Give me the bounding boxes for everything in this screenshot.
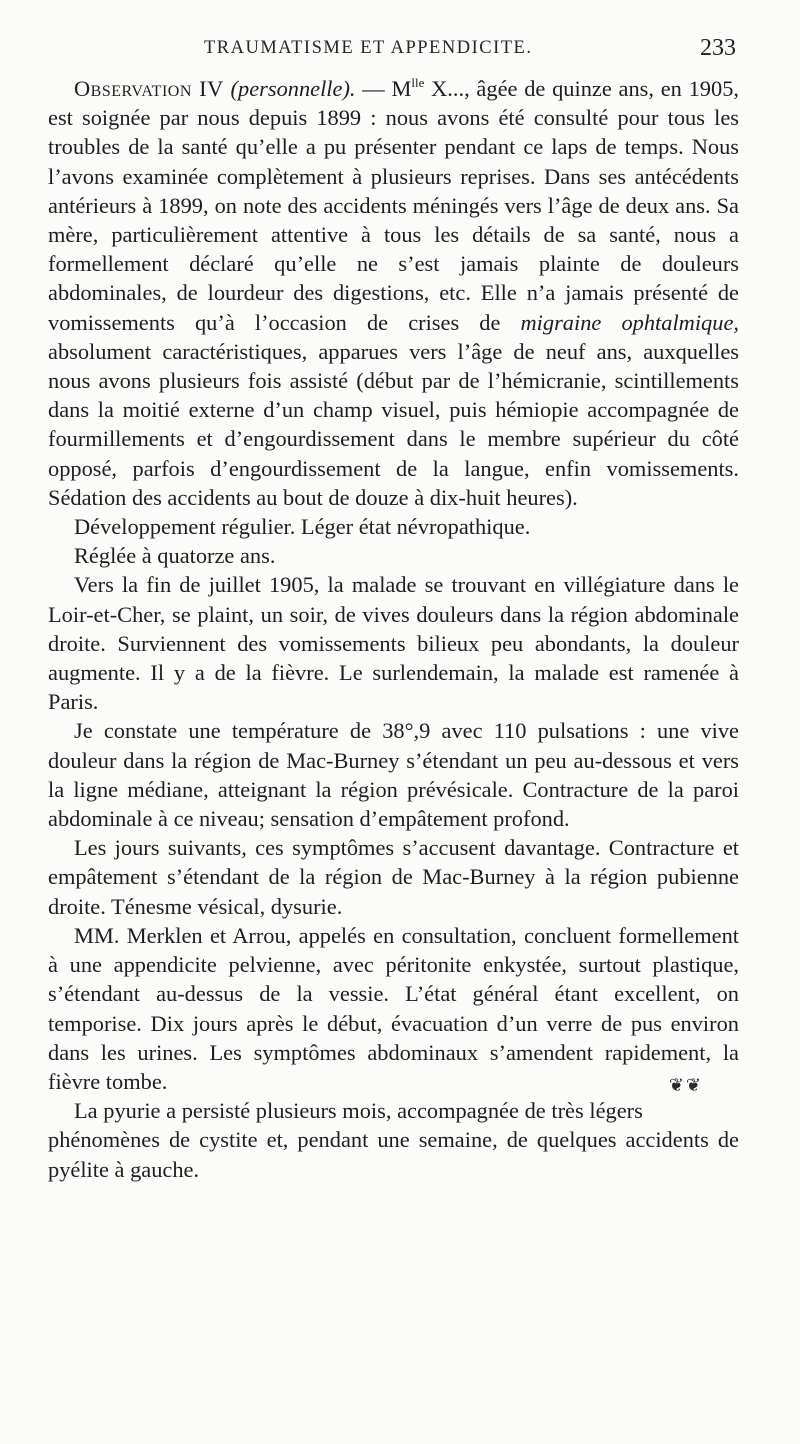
migraine-term: migraine ophtalmique, bbox=[520, 309, 739, 335]
paragraph-progression: Les jours suivants, ces symptômes s’accusent davantage. Contracture et empâtement s’étendant de la région de Mac-Burney à la région pubienne droite. Ténesme vésical, dysurie. bbox=[48, 835, 739, 919]
running-title: TRAUMATISME ET APPENDICITE. bbox=[204, 38, 533, 58]
paragraph-examination: Je constate une température de 38°,9 avec 110 pulsations : une vive douleur dans la région de Mac-Burney s’étendant un peu au-dessous et vers la ligne médiane, atteignant la région prévésicale. Contracture de la paroi abdominale à ce niveau; sensation d’empâtement profond. bbox=[48, 718, 739, 832]
paragraph-menarche: Réglée à quatorze ans. bbox=[74, 543, 276, 569]
observation-label: Observation IV bbox=[74, 76, 224, 101]
paragraph-onset: Vers la fin de juillet 1905, la malade se trouvant en villégiature dans le Loir-et-Cher, se plaint, un soir, de vives douleurs dans la région abdominale droite. Surviennent des vomissements bilieux peu abondants, la douleur augmente. Il y a de la fièvre. Le surlendemain, la malade est ramenée à Paris. bbox=[48, 572, 739, 715]
observation-body: X..., âgée de quinze ans, en 1905, est soignée par nous depuis 1899 : nous avons été consulté pour tous les troubles de la santé qu’elle a pu présenter pendant ce laps de temps. Nous l’avons examinée complètement à plusieurs reprises. Dans ses antécédents antérieurs à 1899, on note des accidents méningés vers l’âge de deux ans. Sa mère, particulièrement attentive à tous les détails de sa santé, nous a formellement déclaré qu’elle ne s’est jamais plainte de douleurs abdominales, de lourdeur des digestions, etc. Elle n’a jamais présenté de vomissements qu’à l’occasion de crises de bbox=[48, 76, 739, 335]
paragraph-observation bbox=[48, 74, 739, 512]
observation-dash: — bbox=[355, 76, 392, 101]
consultation-text: MM. Merklen et Arrou, appelés en consultation, concluent formellement à une appendicite pelvienne, avec péritonite enkystée, surtout plastique, s’étendant au-dessus de la vessie. L’état général étant excellent, on temporise. Dix jours après le début, évacuation d’un verre de pus environ dans les urines. Les symptômes abdominaux s’amendent rapidement, la fièvre tombe. bbox=[48, 922, 739, 1094]
observation-body-end: absolument caractéristiques, apparues vers l’âge de neuf ans, auxquelles nous avons plusieurs fois assisté (début par de l’hémicranie, scintillements dans la moitié externe d’un champ visuel, puis hémiopie accompagnée de fourmillements et d’engourdissement dans le membre supérieur du côté opposé, parfois d’engourdissement de la langue, enfin vomissements. Sédation des accidents au bout de douze à dix-huit heures). bbox=[48, 338, 739, 510]
page-number: 233 bbox=[700, 35, 736, 61]
patient-title: M bbox=[391, 76, 412, 101]
observation-note: (personnelle). bbox=[230, 76, 356, 101]
paragraph-development: Développement régulier. Léger état névropathique. bbox=[74, 514, 531, 540]
paragraph-consultation bbox=[48, 921, 739, 1096]
printer-ornament-icon: ❦❦ bbox=[668, 1074, 703, 1095]
body-text bbox=[48, 74, 739, 1184]
paragraph-pyuria: La pyurie a persisté plusieurs mois, accompagnée de très légers phénomènes de cystite et, pendant une semaine, de quelques accidents de pyélite à gauche. bbox=[48, 1098, 739, 1182]
running-head bbox=[46, 35, 740, 66]
patient-title-superscript: lle bbox=[411, 75, 425, 90]
